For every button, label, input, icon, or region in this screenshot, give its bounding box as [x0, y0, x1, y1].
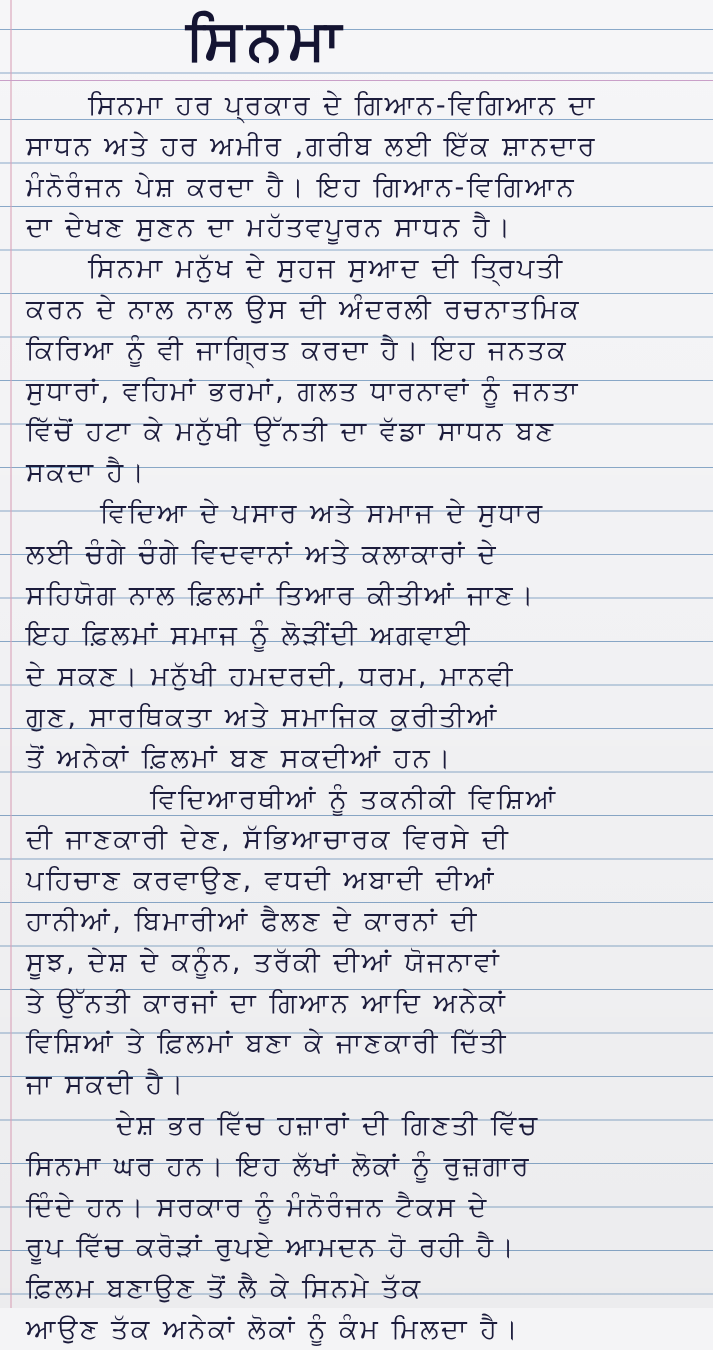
essay-line	[0, 820, 713, 860]
essay-line	[0, 535, 713, 575]
essay-line-text: ਕਿਰਿਆ ਨੂੰ ਵੀ ਜਾਗ੍ਰਿਤ ਕਰਦਾ ਹੈ। ਇਹ ਜਨਤਕ	[26, 334, 569, 366]
essay-line	[0, 1310, 713, 1350]
essay-line	[0, 576, 713, 616]
essay-line	[0, 1024, 713, 1064]
essay-line-text: ਆਉਣ ਤੱਕ ਅਨੇਕਾਂ ਲੋਕਾਂ ਨੂੰ ਕੰਮ ਮਿਲਦਾ ਹੈ।	[26, 1314, 521, 1345]
essay-line-text: ਫ਼ਿਲਮ ਬਣਾਉਣ ਤੋਂ ਲੈ ਕੇ ਸਿਨਮੇ ਤੱਕ	[26, 1273, 423, 1305]
essay-line-text: ਸਿਨਮਾ ਮਨੁੱਖ ਦੇ ਸੁਹਜ ਸੁਆਦ ਦੀ ਤ੍ਰਿਪਤੀ	[88, 253, 565, 285]
essay-line	[0, 1269, 713, 1309]
essay-line-text: ਮੰਨੋਰੰਜਨ ਪੇਸ਼ ਕਰਦਾ ਹੈ। ਇਹ ਗਿਆਨ-ਵਿਗਿਆਨ	[26, 171, 577, 203]
essay-line-text: ਰੂਪ ਵਿੱਚ ਕਰੋੜਾਂ ਰੁਪਏ ਆਮਦਨ ਹੋ ਰਹੀ ਹੈ।	[26, 1232, 517, 1264]
essay-line-text: ਕਰਨ ਦੇ ਨਾਲ ਨਾਲ ਉਸ ਦੀ ਅੰਦਰਲੀ ਰਚਨਾਤਮਿਕ	[26, 294, 582, 325]
essay-line-text: ਸਕਦਾ ਹੈ।	[26, 457, 147, 489]
essay-line-text: ਸਾਧਨ ਅਤੇ ਹਰ ਅਮੀਰ ,ਗਰੀਬ ਲਈ ਇੱਕ ਸ਼ਾਨਦਾਰ	[26, 130, 598, 162]
essay-line-text: ਤੋਂ ਅਨੇਕਾਂ ਫ਼ਿਲਮਾਂ ਬਣ ਸਕਦੀਆਂ ਹਨ।	[26, 742, 453, 774]
essay-line	[0, 1106, 713, 1146]
essay-line-text: ਵਿਸ਼ਿਆਂ ਤੇ ਫ਼ਿਲਮਾਂ ਬਣਾ ਕੇ ਜਾਣਕਾਰੀ ਦਿੱਤੀ	[26, 1028, 509, 1060]
essay-line	[0, 902, 713, 942]
essay-line-text: ਗੁਣ, ਸਾਰਥਿਕਤਾ ਅਤੇ ਸਮਾਜਿਕ ਕੁਰੀਤੀਆਂ	[26, 702, 499, 733]
essay-line	[0, 780, 713, 820]
page-title: ਸਿਨਮਾ	[186, 8, 348, 73]
essay-line-text: ਜਾ ਸਕਦੀ ਹੈ।	[26, 1069, 186, 1101]
essay-line	[0, 86, 713, 126]
essay-line-text: ਦਾ ਦੇਖਣ ਸੁਣਨ ਦਾ ਮਹੱਤਵਪੂਰਨ ਸਾਧਨ ਹੈ।	[26, 212, 513, 244]
essay-line-text: ਸੂਝ, ਦੇਸ਼ ਦੇ ਕਨੂੰਨ, ਤਰੱਕੀ ਦੀਆਂ ਯੋਜਨਾਵਾਂ	[26, 946, 502, 978]
essay-line	[0, 698, 713, 738]
essay-line	[0, 1228, 713, 1268]
essay-line-text: ਦੇ ਸਕਣ। ਮਨੁੱਖੀ ਹਮਦਰਦੀ, ਧਰਮ, ਮਾਨਵੀ	[26, 661, 515, 693]
essay-line	[0, 372, 713, 412]
essay-line	[0, 861, 713, 901]
essay-line	[0, 412, 713, 452]
essay-line-text: ਸਹਿਯੋਗ ਨਾਲ ਫ਼ਿਲਮਾਂ ਤਿਆਰ ਕੀਤੀਆਂ ਜਾਣ।	[26, 579, 536, 611]
essay-line	[0, 1147, 713, 1187]
essay-line-text: ਦੇਸ਼ ਭਰ ਵਿੱਚ ਹਜ਼ਾਰਾਂ ਦੀ ਗਿਣਤੀ ਵਿੱਚ	[116, 1110, 540, 1141]
essay-line	[0, 249, 713, 289]
essay-line	[0, 208, 713, 248]
essay-line	[0, 943, 713, 983]
essay-line-text: ਵਿੱਚੋਂ ਹਟਾ ਕੇ ਮਨੁੱਖੀ ਉੱਨਤੀ ਦਾ ਵੱਡਾ ਸਾਧਨ ਬਣ	[26, 416, 556, 448]
essay-line-text: ਤੇ ਉੱਨਤੀ ਕਾਰਜਾਂ ਦਾ ਗਿਆਨ ਆਦਿ ਅਨੇਕਾਂ	[26, 987, 508, 1019]
essay-line	[0, 657, 713, 697]
essay-line-text: ਸਿਨਮਾ ਘਰ ਹਨ। ਇਹ ਲੱਖਾਂ ਲੋਕਾਂ ਨੂੰ ਰੁਜ਼ਗਾਰ	[26, 1150, 532, 1182]
title-rule	[0, 80, 713, 81]
essay-line-text: ਸੁਧਾਰਾਂ, ਵਹਿਮਾਂ ਭਰਮਾਂ, ਗਲਤ ਧਾਰਨਾਵਾਂ ਨੂੰ ਜਨਤਾ	[26, 375, 581, 407]
essay-line	[0, 331, 713, 371]
essay-line-text: ਸਿਨਮਾ ਹਰ ਪ੍ਰਕਾਰ ਦੇ ਗਿਆਨ-ਵਿਗਿਆਨ ਦਾ	[88, 90, 597, 121]
essay-line-text: ਦਿੰਦੇ ਹਨ। ਸਰਕਾਰ ਨੂੰ ਮੰਨੋਰੰਜਨ ਟੈਕਸ ਦੇ	[26, 1191, 489, 1223]
essay-line	[0, 290, 713, 330]
essay-line	[0, 1188, 713, 1228]
essay-line	[0, 168, 713, 208]
essay-line	[0, 1065, 713, 1105]
essay-line	[0, 739, 713, 779]
essay-line	[0, 616, 713, 656]
essay-line-text: ਵਿਦਿਆਰਥੀਆਂ ਨੂੰ ਤਕਨੀਕੀ ਵਿਸ਼ਿਆਂ	[150, 783, 558, 815]
essay-line-text: ਪਹਿਚਾਣ ਕਰਵਾਉਣ, ਵਧਦੀ ਅਬਾਦੀ ਦੀਆਂ	[26, 865, 497, 897]
essay-line	[0, 127, 713, 167]
essay-line-text: ਇਹ ਫ਼ਿਲਮਾਂ ਸਮਾਜ ਨੂੰ ਲੋੜੀਂਦੀ ਅਗਵਾਈ	[26, 620, 472, 652]
essay-line	[0, 453, 713, 493]
essay-line	[0, 984, 713, 1024]
essay-line-text: ਵਿਦਿਆ ਦੇ ਪਸਾਰ ਅਤੇ ਸਮਾਜ ਦੇ ਸੁਧਾਰ	[100, 498, 545, 529]
essay-line	[0, 494, 713, 534]
essay-line-text: ਦੀ ਜਾਣਕਾਰੀ ਦੇਣ, ਸੱਭਿਆਚਾਰਕ ਵਿਰਸੇ ਦੀ	[26, 824, 511, 856]
essay-line-text: ਹਾਨੀਆਂ, ਬਿਮਾਰੀਆਂ ਫੈਲਣ ਦੇ ਕਾਰਨਾਂ ਦੀ	[26, 906, 479, 937]
essay-line-text: ਲਈ ਚੰਗੇ ਚੰਗੇ ਵਿਦਵਾਨਾਂ ਅਤੇ ਕਲਾਕਾਰਾਂ ਦੇ	[26, 538, 499, 570]
